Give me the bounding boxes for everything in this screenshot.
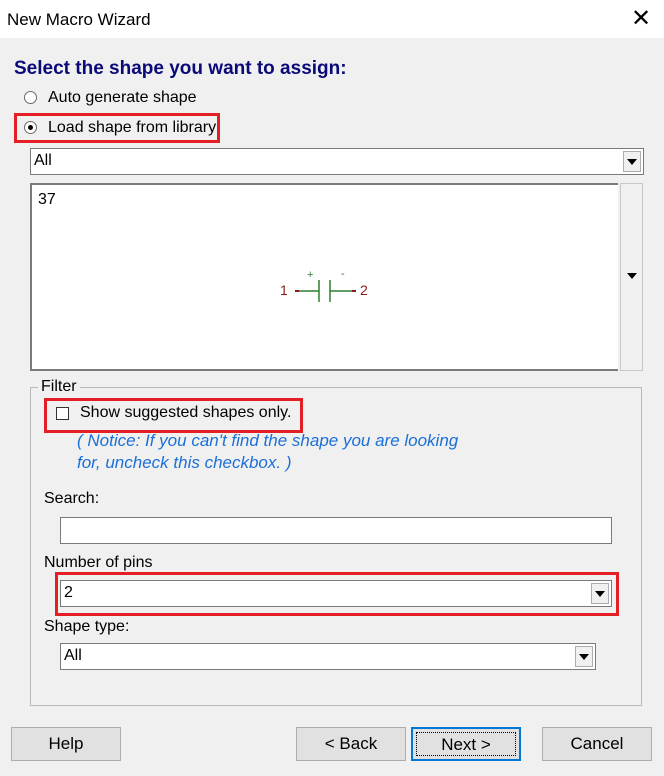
chevron-down-icon (595, 591, 605, 597)
polarity-minus: - (341, 268, 345, 280)
shape-type-select[interactable] (60, 643, 596, 670)
preview-scrollbar[interactable] (620, 183, 643, 371)
auto-generate-label[interactable]: Auto generate shape (48, 89, 197, 106)
chevron-down-icon (579, 654, 589, 660)
pins-dropdown-button[interactable] (591, 583, 609, 604)
help-button[interactable]: Help (11, 727, 121, 761)
next-button[interactable] (411, 727, 521, 761)
shape-type-dropdown-button[interactable] (575, 646, 593, 667)
suggested-shapes-label[interactable]: Show suggested shapes only. (80, 404, 292, 421)
shape-type-label: Shape type: (44, 618, 130, 635)
search-label: Search: (44, 490, 100, 507)
focus-rect (416, 732, 516, 756)
load-library-label[interactable]: Load shape from library (48, 119, 217, 136)
pin-left-label: 1 (280, 282, 288, 298)
shape-id: 37 (38, 191, 56, 208)
pins-select[interactable] (60, 580, 612, 607)
window-title: New Macro Wizard (7, 10, 151, 29)
notice-line-2: for, uncheck this checkbox. ) (77, 453, 292, 472)
chevron-down-icon (627, 159, 637, 165)
notice-line-1: ( Notice: If you can't find the shape you are looking (77, 431, 459, 450)
pins-label: Number of pins (44, 554, 153, 571)
back-button[interactable]: < Back (296, 727, 406, 761)
search-input[interactable] (60, 517, 612, 544)
library-category-value: All (34, 152, 52, 169)
library-category-select[interactable] (30, 148, 644, 175)
pin-right-label: 2 (360, 282, 368, 298)
shape-type-value: All (64, 647, 82, 664)
filter-legend: Filter (38, 378, 80, 396)
page-heading: Select the shape you want to assign: (14, 58, 347, 79)
pins-value: 2 (64, 584, 73, 601)
notice-text (77, 430, 557, 474)
auto-generate-radio[interactable] (24, 91, 37, 104)
load-library-radio[interactable] (24, 121, 37, 134)
cancel-button[interactable]: Cancel (542, 727, 652, 761)
library-dropdown-button[interactable] (623, 151, 641, 172)
shape-preview[interactable] (30, 183, 618, 371)
close-icon[interactable]: ✕ (630, 5, 652, 32)
suggested-shapes-checkbox[interactable] (56, 407, 69, 420)
scroll-down-arrow-icon[interactable] (627, 273, 637, 279)
polarity-plus: + (307, 269, 314, 281)
next-button-label: Next > (441, 735, 491, 754)
radio-selected-dot (28, 125, 33, 130)
